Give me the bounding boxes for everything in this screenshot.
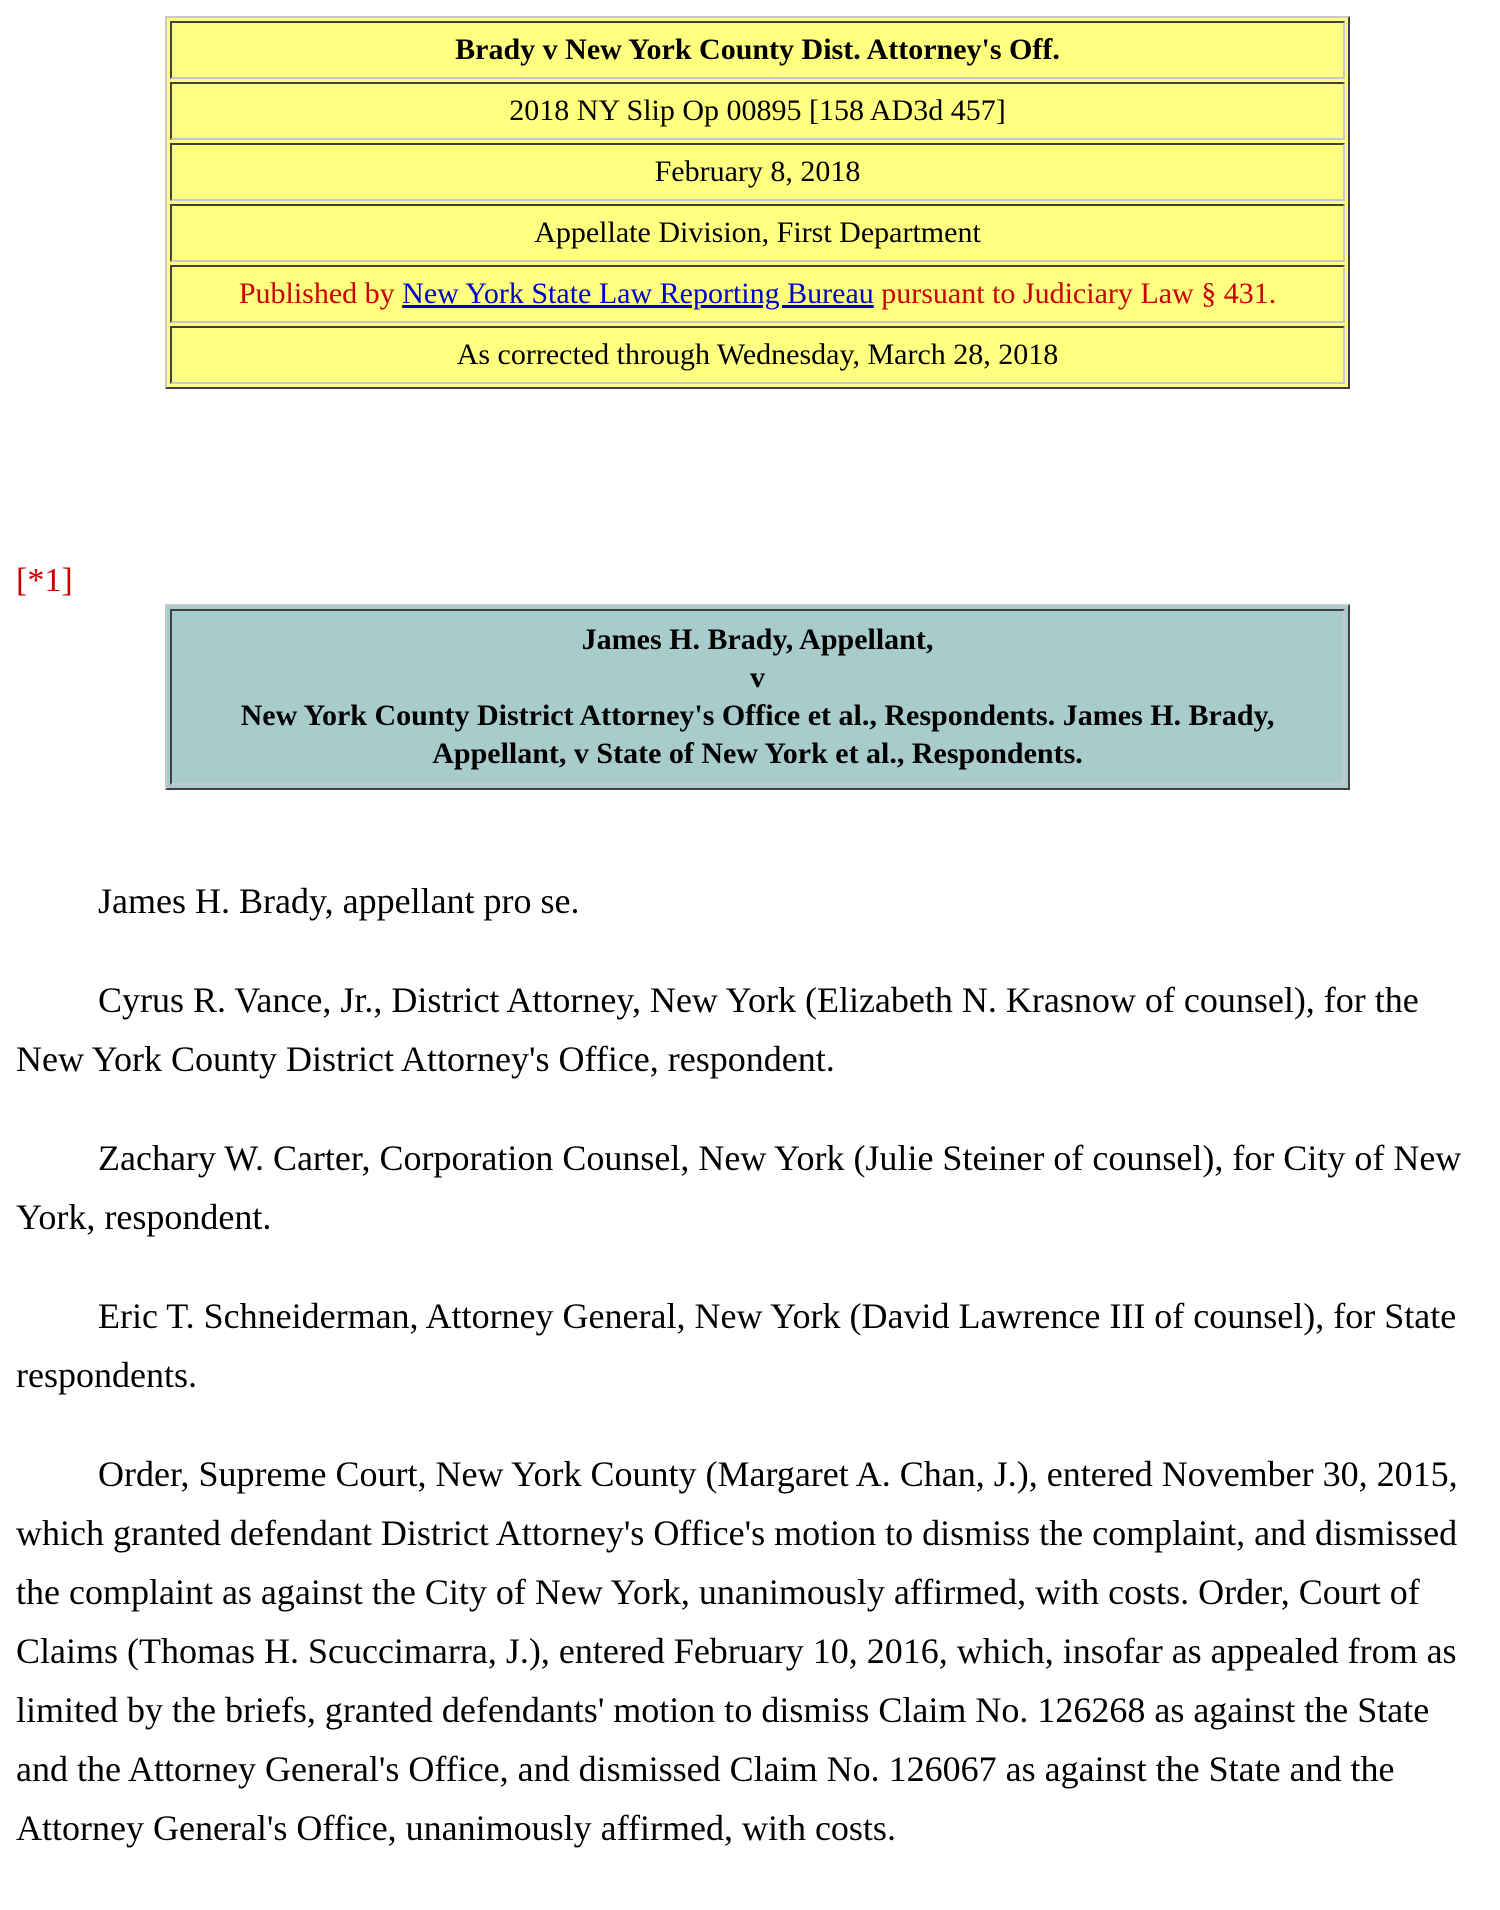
paragraph-appellant-counsel: James H. Brady, appellant pro se. <box>98 881 580 921</box>
star-page-marker: [*1] <box>16 562 73 599</box>
paragraph-city-counsel: Zachary W. Carter, Corporation Counsel, New York (Julie Steiner of counsel), for City of New York, respondent. <box>16 1138 1462 1237</box>
court-name: Appellate Division, First Department <box>170 204 1345 262</box>
parties-respondents: New York County District Attorney's Office et al., Respondents. James H. Brady, Appellant, v State of New York et al., Respondents. <box>240 699 1275 770</box>
published-notice <box>170 265 1345 323</box>
parties-box <box>165 604 1350 790</box>
case-title: Brady v New York County Dist. Attorney's Off. <box>170 21 1345 79</box>
parties-appellant: James H. Brady, Appellant, <box>581 623 934 656</box>
parties-caption <box>170 609 1345 785</box>
decision-date: February 8, 2018 <box>170 143 1345 201</box>
citation: 2018 NY Slip Op 00895 [158 AD3d 457] <box>170 82 1345 140</box>
paragraph-state-counsel: Eric T. Schneiderman, Attorney General, New York (David Lawrence III of counsel), for State respondents. <box>16 1296 1457 1395</box>
parties-versus: v <box>750 661 765 694</box>
published-prefix: Published by <box>238 277 403 310</box>
corrected-through: As corrected through Wednesday, March 28, 2018 <box>170 326 1345 384</box>
paragraph-da-counsel: Cyrus R. Vance, Jr., District Attorney, New York (Elizabeth N. Krasnow of counsel), for the New York County District Attorney's Office, respondent. <box>16 980 1419 1079</box>
case-header-table <box>165 16 1350 389</box>
opinion-body <box>16 872 1486 1898</box>
paragraph-order: Order, Supreme Court, New York County (Margaret A. Chan, J.), entered November 30, 2015, which granted defendant District Attorney's Office's motion to dismiss the complaint, and dismissed the complaint as against the City of New York, unanimously affirmed, with costs. Order, Court of Claims (Thomas H. Scuccimarra, J.), entered February 10, 2016, which, insofar as appealed from as limited by the briefs, granted defendants' motion to dismiss Claim No. 126268 as against the State and the Attorney General's Office, and dismissed Claim No. 126067 as against the State and the Attorney General's Office, unanimously affirmed, with costs. <box>16 1454 1458 1848</box>
law-reporting-bureau-link[interactable]: New York State Law Reporting Bureau <box>402 277 874 310</box>
published-suffix: pursuant to Judiciary Law § 431. <box>873 277 1277 310</box>
